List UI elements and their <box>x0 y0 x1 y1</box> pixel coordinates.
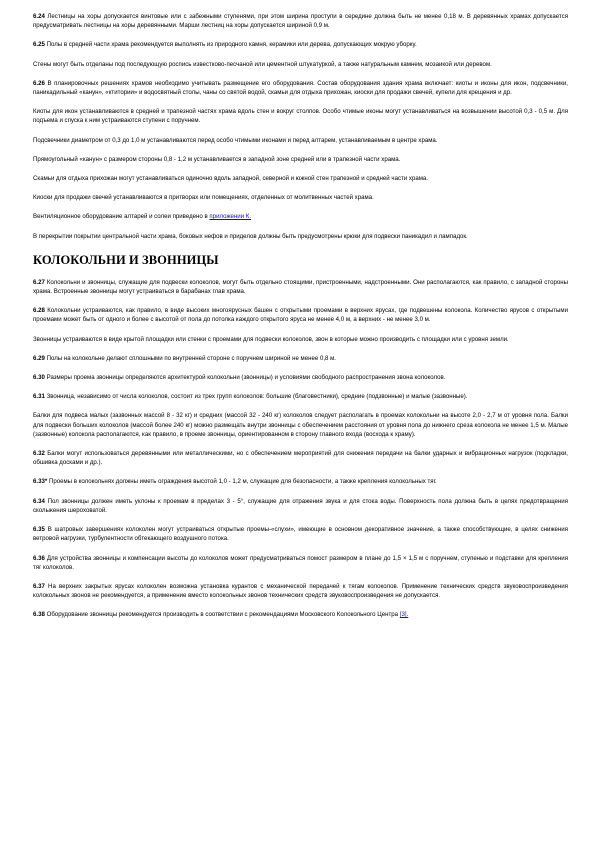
paragraph-text: Подсвечники диаметром от 0,3 до 1,0 м устанавливаются перед особо чтимыми иконами и перед алтарем, устанавливаемым в центре храма. <box>33 136 438 144</box>
paragraph-text: В перекрытии покрытии центральной части храма, боковых нефов и приделов должны быть предусмотрены крюки для подвески паникадил и лампадок. <box>33 232 468 240</box>
clause-number: 6.35 <box>33 526 45 534</box>
paragraph <box>33 477 568 486</box>
paragraph-text: Полы на колокольне делают сплошными по внутренней стороне с поручнем шириной не менее 0,8 м. <box>46 354 337 362</box>
paragraph-text: Звонницы устраиваются в виде крытой площадки или стенки с проемами для подвески колоколов, звон в которые можно производить с площадки или с уровня земли. <box>33 335 509 343</box>
paragraph-text: Киоты для икон устанавливаются в средней и трапезной частях храма вдоль стен и вокруг столпов. Особо чтимые иконы могут устанавливаться на возвышении высотой 0,3 - 0,5 м. Для подъема и спуска к ним устраиваются ступени с поручнем. <box>33 108 568 125</box>
paragraph-text: Прямоугольный «канун» с размером стороны 0,8 - 1,2 м устанавливается в западной зоне средней или в трапезной части храма. <box>33 155 401 163</box>
clause-number: 6.38 <box>33 611 45 619</box>
paragraph-text: Колокольни и звонницы, служащие для подвески колоколов, могут быть отдельно стоящими, пристроенными, надстроенными. Они располагаются, как правило, с западной стороны храма. Встроенные звонницы могут устраиваться в барабанах глав храма. <box>33 278 568 296</box>
clause-number: 6.28 <box>33 307 45 315</box>
paragraph <box>33 60 568 69</box>
clause-number: 6.33* <box>33 478 48 486</box>
document-page <box>33 12 568 630</box>
paragraph <box>33 136 568 145</box>
paragraph <box>33 554 568 572</box>
paragraph <box>33 232 568 241</box>
paragraph <box>33 278 568 296</box>
reference-link[interactable]: приложении К. <box>209 213 252 221</box>
paragraph <box>33 392 568 401</box>
paragraph <box>33 107 568 125</box>
paragraph-text: Колокольни устраиваются, как правило, в виде высоких многоярусных башен с открытыми проемами в верхних ярусах, где подвешены колокола. Количество ярусов с открытыми проемами может быть от одного и более с высотой от пола до потолка каждого открытого яруса не менее 4,0 м, а верхних - не менее 3,0 м. <box>33 307 568 324</box>
paragraph-text: Размеры проема звонницы определяются архитектурой колокольни (звонницы) и условиями свободного распространения звона колоколов. <box>46 374 446 382</box>
paragraph <box>33 79 568 97</box>
paragraph-text: Скамьи для отдыха прихожан могут устанавливаться одиночно вдоль западной, северной и южной стен трапезной и средней части храма. <box>33 175 428 183</box>
paragraph <box>33 449 568 467</box>
paragraph <box>33 610 568 619</box>
paragraph-text: В шатровых завершениях колоколен могут устраиваться открытые проемы-«слухи», имеющие в основном декоративное значение, а также способствующие, в целях снижения ветровой нагрузки, турбулентности обтекающего воздушного потока. <box>33 526 568 543</box>
paragraph-text: Пол звонницы должен иметь уклоны к проемам в пределах 3 - 5°, служащие для отражения звука и для стока воды. Поверхность пола должна быть в целях предотвращения скольжения шероховатой. <box>33 497 568 514</box>
paragraph <box>33 155 568 164</box>
clause-number: 6.24 <box>33 13 45 20</box>
clause-number: 6.37 <box>33 582 45 590</box>
paragraph-text: Балки для подвеса малых (зазвонных массой 8 - 32 кг) и средних (массой 32 - 240 кг) колоколов следует располагать в проемах колокольни на высоте 2,0 - 2,7 м от уровня пола. Балки для подвески больших колоколов (массой более 240 кг) можно размещать внутри звонницы с обеспечением расстояния от уровня пола до нижнего среза колокола не менее 1,5 м. Малые (зазвонные) колокола располагаются, как правило, в проеме звонницы, ориентированном в сторону главного входа (восхода к храму). <box>33 412 568 438</box>
paragraph-text: Лестницы на хоры допускается винтовые или с забежными ступенями, при этом ширина проступи в середине должна быть не менее 0,18 м. В деревянных храмах допускается предусматривать лестницы на хоры деревянными. Марши лестниц на хоры допускается шириной 0,9 м. <box>33 13 568 30</box>
paragraph-text: Оборудование звонницы рекомендуется производить в соответствии с рекомендациями Московского Колокольного Центра <box>46 611 400 619</box>
paragraph <box>33 335 568 344</box>
paragraph-text: Полы в средней части храма рекомендуется выполнять из природного камня, керамики или дерева, допускающих мокрую уборку. <box>46 41 417 49</box>
paragraph <box>33 212 568 221</box>
paragraph <box>33 373 568 382</box>
clause-number: 6.32 <box>33 450 45 458</box>
paragraph-text: Стены могут быть отделаны под последующую роспись известково-песчаной или цементной штукатуркой, а также натуральным камнем, мозаикой или деревом. <box>33 60 492 68</box>
clause-number: 6.27 <box>33 278 45 286</box>
paragraph <box>33 582 568 600</box>
paragraph <box>33 193 568 202</box>
paragraph <box>33 354 568 363</box>
section-heading: КОЛОКОЛЬНИ И ЗВОННИЦЫ <box>33 252 219 267</box>
paragraph <box>33 411 568 439</box>
section-interior <box>33 12 568 241</box>
paragraph-text: Звонница, независимо от числа колоколов, состоит из трех групп колоколов: большие (благовестники), средние (подзвонные) и малые (зазвонные). <box>46 393 468 401</box>
paragraph-text: Для устройства звонницы и компенсации высоты до колоколов может предусматриваться помост размером в плане до 1,5 × 1,5 м с поручнем, ступенью и подставки для крепления тяг колоколов. <box>33 554 568 571</box>
paragraph-text: Балки могут использоваться деревянными или металлическими, но с обеспечением мероприятий для снижения передачи на балки ударных и вибрационных нагрузок (подкладки, обшивка досками и др.). <box>33 450 568 467</box>
section-bell-towers <box>33 278 568 620</box>
clause-number: 6.26 <box>33 79 45 87</box>
paragraph <box>33 306 568 324</box>
paragraph-text: Проемы в колокольнях должны иметь ограждения высотой 1,0 - 1,2 м, служащие для безопасности, а также крепления колокольных тяг. <box>48 478 437 486</box>
paragraph <box>33 525 568 543</box>
paragraph-text: На верхних закрытых ярусах колоколен возможна установка курантов с механической передачей к тягам колоколов. Применение технических средств звуковоспроизведения колокольных звонов не рекомендуется, а применение вместо колокольных звонов технических средств звуковоспроизведения не допускается. <box>33 582 568 600</box>
paragraph <box>33 174 568 183</box>
clause-number: 6.31 <box>33 393 45 401</box>
paragraph <box>33 497 568 515</box>
clause-number: 6.29 <box>33 354 45 362</box>
paragraph <box>33 40 568 49</box>
paragraph-text: В планировочных решениях храмов необходимо учитывать размещение его оборудования. Состав оборудования здания храма включает: киоты и иконы для икон, подсвечники, паникадильный «канун», «ктитории» и водосвятный столы, чаны со святой водой, скамьи для отдыха прихожан, киоски для продажи свечей, купели для крещения и др. <box>33 79 568 97</box>
clause-number: 6.36 <box>33 554 45 562</box>
clause-number: 6.30 <box>33 374 45 382</box>
reference-link[interactable]: [3]. <box>399 611 409 619</box>
clause-number: 6.25 <box>33 41 45 49</box>
paragraph <box>33 12 568 30</box>
paragraph-text: Вентиляционное оборудование алтарей и солеи приведено в <box>33 213 210 221</box>
clause-number: 6.34 <box>33 497 45 505</box>
paragraph-text: Киоски для продажи свечей устанавливаются в притворах или помещениях, отделенных от молитвенных частей храма. <box>33 194 374 202</box>
